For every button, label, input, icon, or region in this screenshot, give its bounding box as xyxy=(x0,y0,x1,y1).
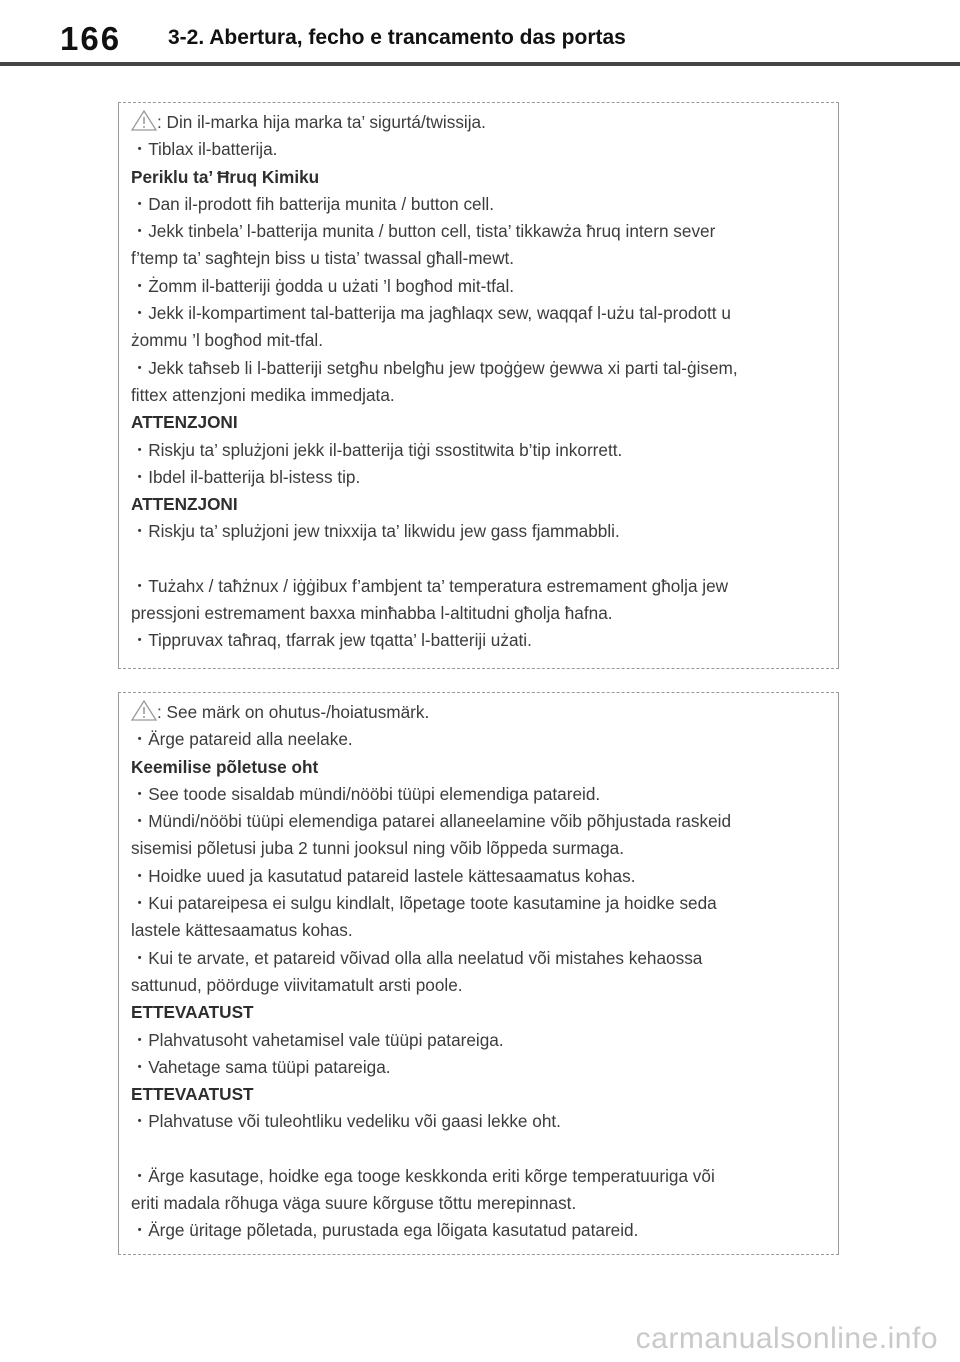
text-line: lastele kättesaamatus kohas. xyxy=(131,920,353,941)
text-line: ・See toode sisaldab mündi/nööbi tüüpi elemendiga patareid. xyxy=(131,783,601,804)
text-line: ・Mündi/nööbi tüüpi elemendiga patarei allaneelamine võib põhjustada raskeid xyxy=(131,811,732,832)
text-line: ・Ärge kasutage, hoidke ega tooge keskkonda eriti kõrge temperatuuriga või xyxy=(131,1165,715,1186)
section-heading: ATTENZJONI xyxy=(131,412,238,433)
blank-line xyxy=(131,546,825,573)
warning-triangle-icon xyxy=(131,110,157,131)
text-line: sattunud, pöörduge viivitamatult arsti poole. xyxy=(131,974,463,995)
text-line: sisemisi põletusi juba 2 tunni jooksul ning võib lõppeda surmaga. xyxy=(131,838,624,859)
page-number: 166 xyxy=(60,20,122,57)
text-line: ・Ibdel il-batterija bl-istess tip. xyxy=(131,466,361,487)
symbol-note-text: : See märk on ohutus-/hoiatusmärk. xyxy=(157,702,430,722)
text-line: ・Jekk il-kompartiment tal-batterija ma jagħlaqx sew, waqqaf l-użu tal-prodott u xyxy=(131,303,731,324)
section-heading: ATTENZJONI xyxy=(131,494,238,515)
text-line: ・Tużahx / taħżnux / iġġibux f’ambjent ta’ temperatura estremament għolja jew xyxy=(131,575,729,596)
text-line: ・Żomm il-batteriji ġodda u użati ’l bogħod mit-tfal. xyxy=(131,275,515,296)
section-heading: Keemilise põletuse oht xyxy=(131,756,319,777)
maltese-lines xyxy=(131,136,825,654)
text-line: fittex attenzjoni medika immedjata. xyxy=(131,384,395,405)
text-line: ・Ärge üritage põletada, purustada ega lõigata kasutatud patareid. xyxy=(131,1220,639,1241)
section-heading: ETTEVAATUST xyxy=(131,1002,254,1023)
symbol-note xyxy=(131,699,825,726)
estonian-lines xyxy=(131,726,825,1244)
estonian-warning-box xyxy=(118,692,839,1255)
text-line: ・Hoidke uued ja kasutatud patareid lastele kättesaamatus kohas. xyxy=(131,865,636,886)
text-line: eriti madala rõhuga väga suure kõrguse tõttu merepinnast. xyxy=(131,1193,577,1214)
text-line: ・Tippruvax taħraq, tfarrak jew tqatta’ l-batteriji użati. xyxy=(131,630,532,651)
blank-line xyxy=(131,1136,825,1163)
section-title: 3-2. Abertura, fecho e trancamento das portas xyxy=(168,26,626,49)
text-line: ・Tiblax il-batterija. xyxy=(131,139,278,160)
text-line: ・Kui te arvate, et patareid võivad olla alla neelatud või mistahes kehaossa xyxy=(131,947,703,968)
text-line: pressjoni estremament baxxa minħabba l-altitudni għolja ħafna. xyxy=(131,603,613,624)
text-line: ・Jekk tinbela’ l-batterija munita / button cell, tista’ tikkawża ħruq intern sever xyxy=(131,221,716,242)
text-line: ・Dan il-prodott fih batterija munita / button cell. xyxy=(131,193,495,214)
text-line: ・Plahvatusoht vahetamisel vale tüüpi patareiga. xyxy=(131,1029,504,1050)
text-line: ・Jekk taħseb li l-batteriji setgħu nbelgħu jew tpoġġew ġewwa xi parti tal-ġisem, xyxy=(131,357,738,378)
text-line: ・Riskju ta’ splużjoni jekk il-batterija tiġi ssostitwita b’tip inkorrett. xyxy=(131,439,623,460)
symbol-note-text: : Din il-marka hija marka ta’ sigurtá/twissija. xyxy=(157,112,486,132)
text-line: f’temp ta’ sagħtejn biss u tista’ twassal għall-mewt. xyxy=(131,248,515,269)
text-line: ・Ärge patareid alla neelake. xyxy=(131,729,353,750)
section-heading: ETTEVAATUST xyxy=(131,1084,254,1105)
maltese-warning-box xyxy=(118,102,839,669)
text-line: żommu ’l bogħod mit-tfal. xyxy=(131,330,323,351)
text-line: ・Riskju ta’ splużjoni jew tnixxija ta’ likwidu jew gass fjammabbli. xyxy=(131,521,620,542)
text-line: ・Plahvatuse või tuleohtliku vedeliku või gaasi lekke oht. xyxy=(131,1111,561,1132)
warning-triangle-icon xyxy=(131,700,157,721)
section-heading: Periklu ta’ Ħruq Kimiku xyxy=(131,166,320,187)
text-line: ・Kui patareipesa ei sulgu kindlalt, lõpetage toote kasutamine ja hoidke seda xyxy=(131,893,717,914)
header-divider xyxy=(0,62,960,66)
page-header xyxy=(0,0,960,66)
watermark: carmanualsonline.info xyxy=(635,1322,938,1355)
text-line: ・Vahetage sama tüüpi patareiga. xyxy=(131,1056,391,1077)
symbol-note xyxy=(131,109,825,136)
